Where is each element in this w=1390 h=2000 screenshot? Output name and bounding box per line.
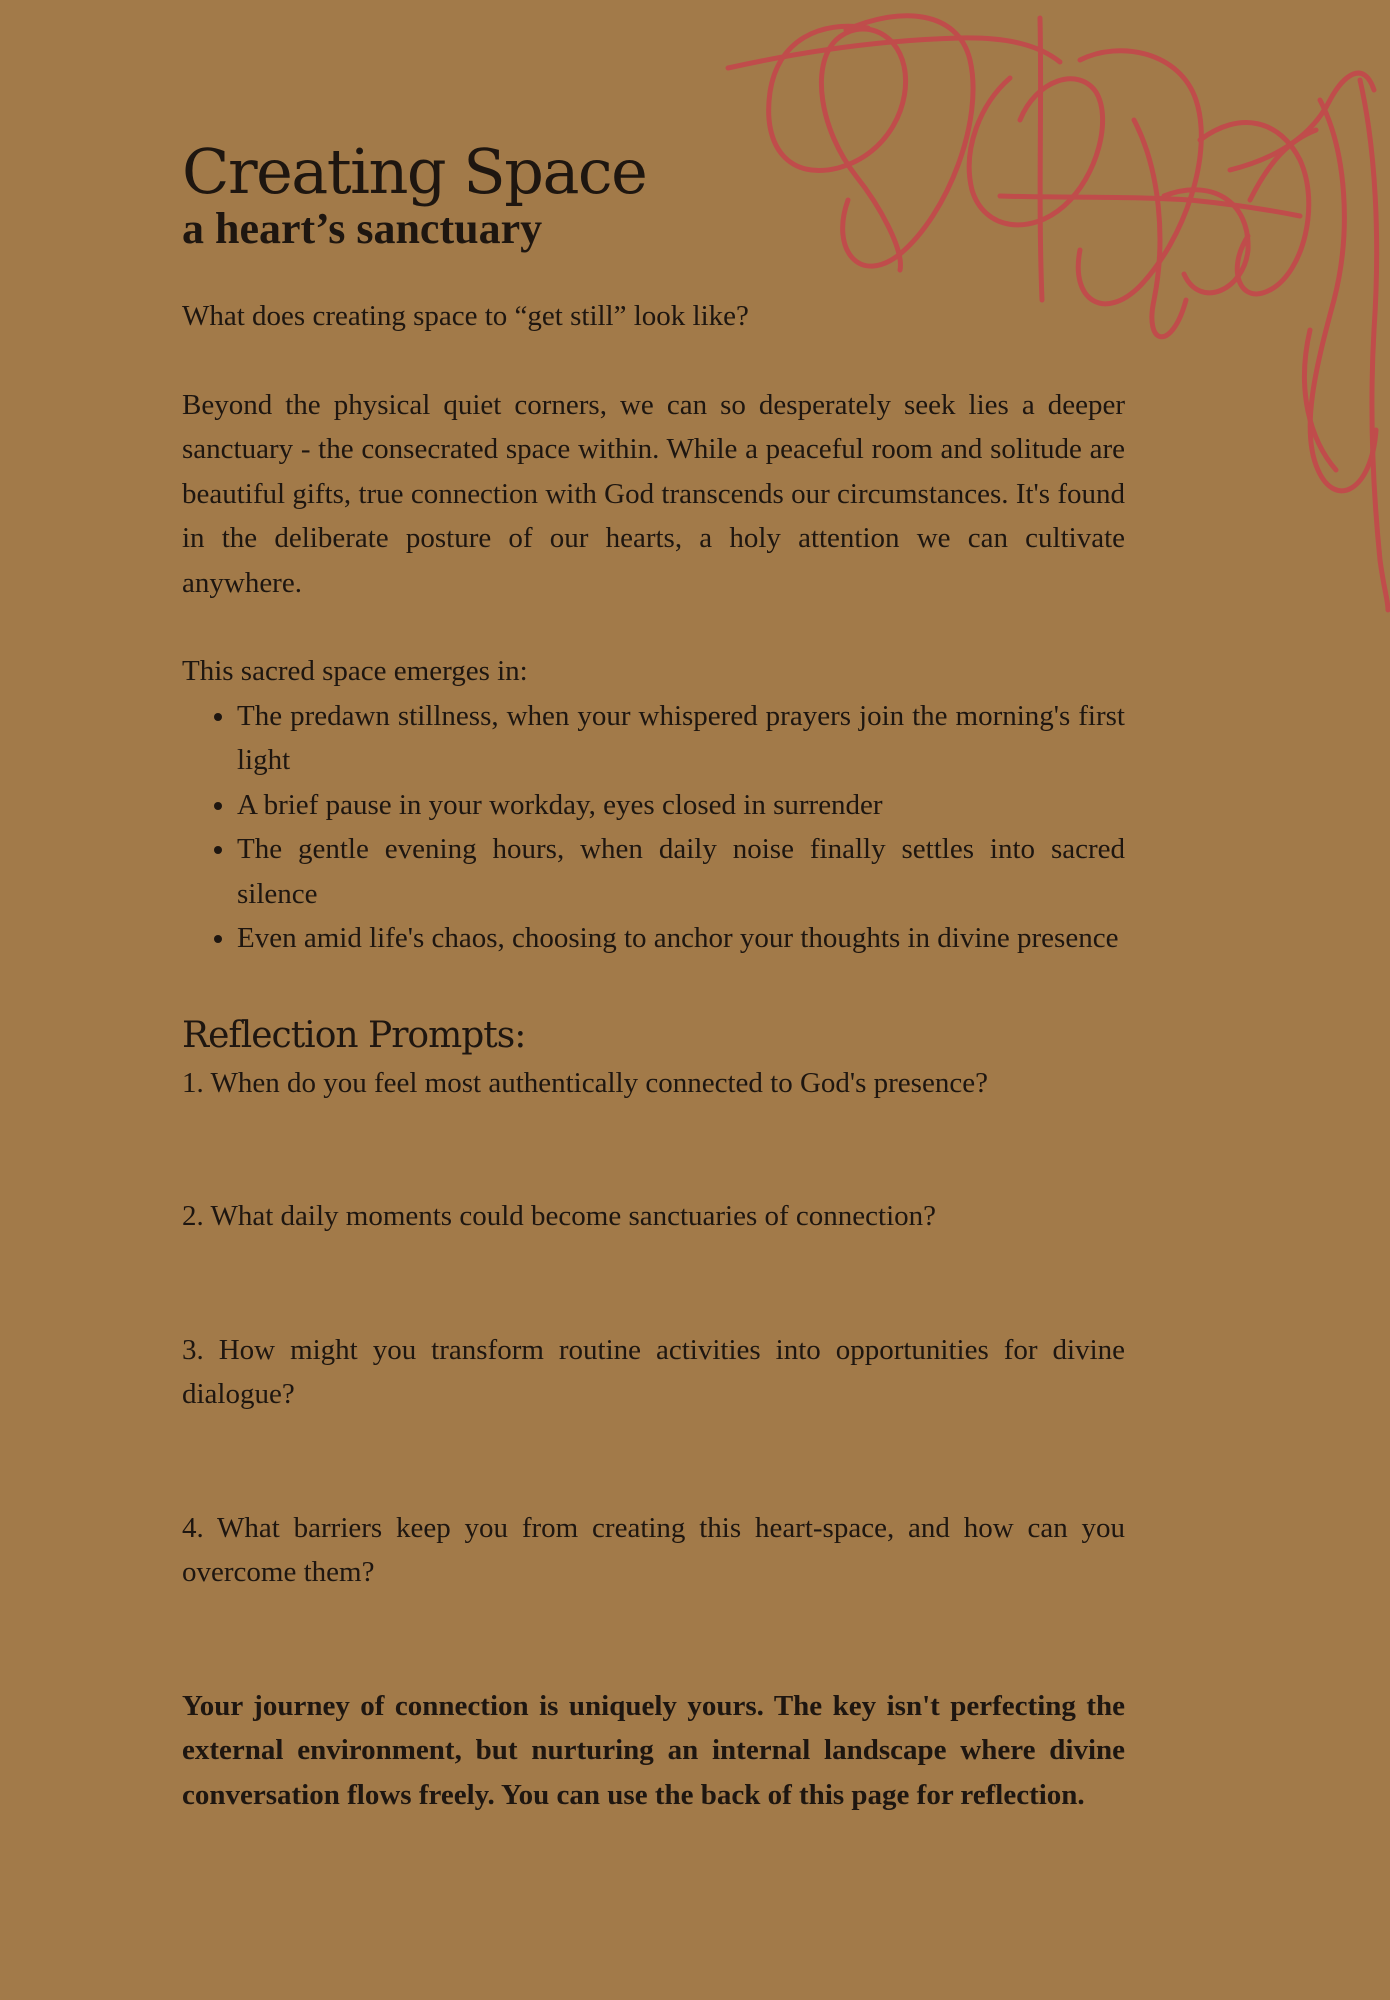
intro-paragraph: Beyond the physical quiet corners, we can so desperately seek lies a deeper sanctuary - the consecrated space within. While a peaceful room and solitude are beautiful gifts, true connection with God transcends our circumstances. It's found in the deliberate posture of our hearts, a holy attention we can cultivate anywhere.	[182, 388, 1125, 599]
list-item: • The predawn stillness, when your whispered prayers join the morning's first light	[237, 694, 1125, 783]
spaces-intro: This sacred space emerges in:	[182, 655, 528, 687]
page-title: Creating Space	[182, 135, 647, 208]
reflection-prompt-4: 4. What barriers keep you from creating this heart-space, and how can you overcome them?	[182, 1511, 1125, 1588]
page-subtitle: a heart’s sanctuary	[182, 204, 543, 253]
list-item: • Even amid life's chaos, choosing to anchor your thoughts in divine presence	[237, 916, 1125, 961]
intro-question: What does creating space to “get still” look like?	[182, 300, 749, 332]
reflection-heading: Reflection Prompts:	[182, 1014, 526, 1056]
reflection-prompt-2: 2. What daily moments could become sanctuaries of connection?	[182, 1200, 937, 1232]
page-content	[182, 135, 1125, 1817]
list-item: • A brief pause in your workday, eyes closed in surrender	[237, 783, 1125, 828]
reflection-prompt-3: 3. How might you transform routine activities into opportunities for divine dialogue?	[182, 1333, 1125, 1410]
closing-paragraph: Your journey of connection is uniquely yours. The key isn't perfecting the external environment, but nurturing an internal landscape where divine conversation flows freely. You can use the back of this page for reflection.	[182, 1689, 1125, 1811]
list-item: • The gentle evening hours, when daily noise finally settles into sacred silence	[237, 827, 1125, 916]
spaces-list	[182, 694, 1125, 961]
reflection-prompt-1: 1. When do you feel most authentically connected to God's presence?	[182, 1066, 988, 1099]
